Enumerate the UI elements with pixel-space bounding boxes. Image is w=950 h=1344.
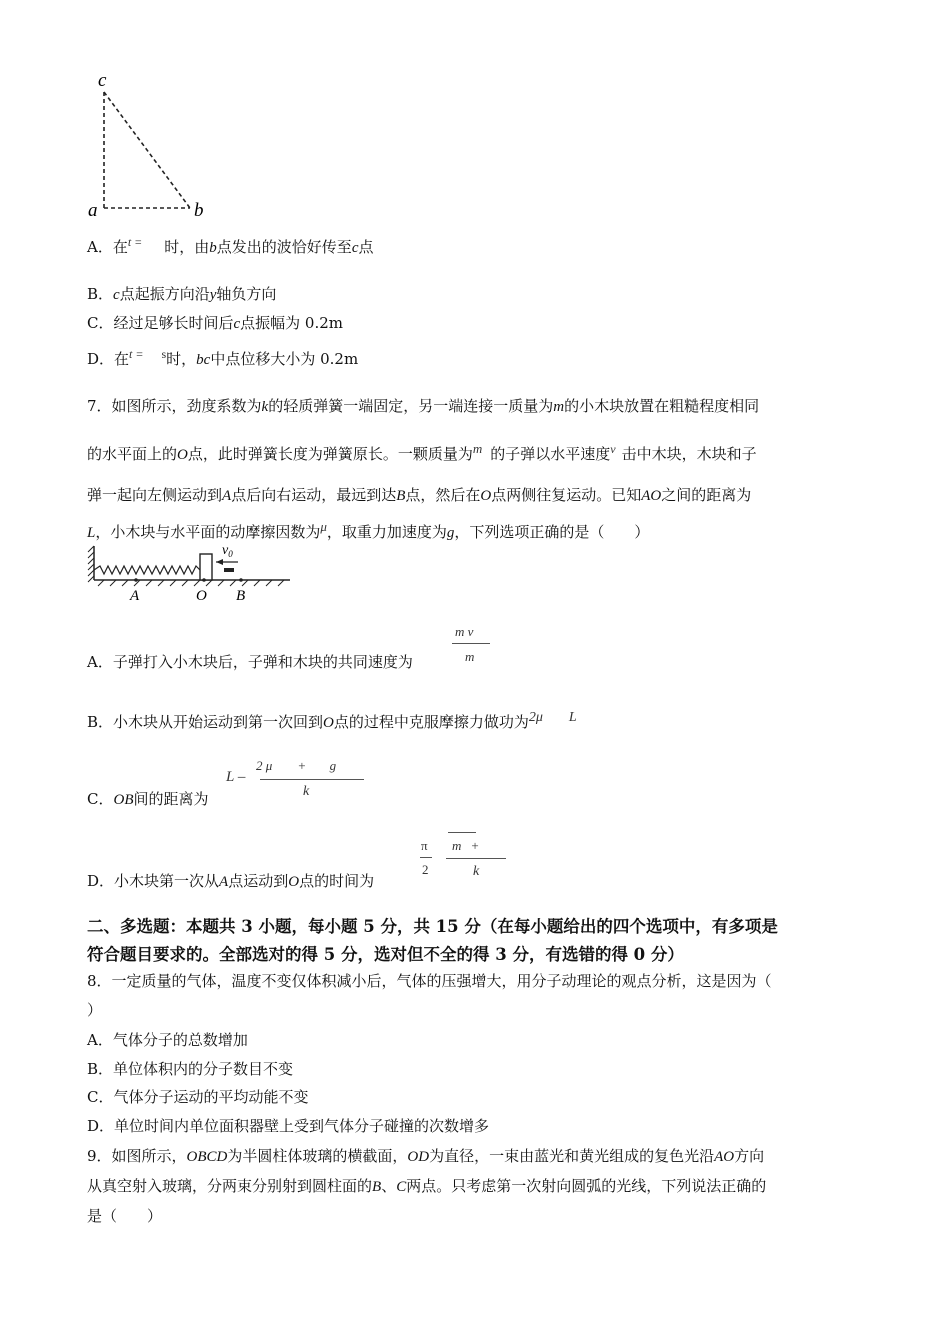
- spring: [94, 566, 200, 574]
- q7-option-d-fraction-line: [446, 858, 506, 859]
- arrow-head: [216, 559, 223, 565]
- q7-stem-line3: 弹一起向左侧运动到A点后向右运动，最远到达B点，然后在O点两侧往复运动。已知AO之间的距离为: [87, 486, 752, 504]
- q7-option-a-fraction-line: [452, 643, 490, 644]
- q7-option-d-pi: π: [421, 838, 428, 853]
- point-a-dot: [134, 578, 138, 582]
- q7-option-a: A．子弹打入小木块后，子弹和木块的共同速度为: [87, 653, 413, 671]
- label-v0: $v_0$: [222, 543, 233, 559]
- section2-heading-line2: 符合题目要求的。全部选对的得 5 分，选对但不全的得 3 分，有选错的得 0 分）: [87, 945, 684, 964]
- wall-hatch: [88, 546, 94, 582]
- q9-stem-line3: 是（ ）: [87, 1207, 163, 1225]
- q7-option-c-fraction-line: [260, 779, 364, 780]
- q7-option-d-denominator: k: [473, 864, 480, 879]
- q8-option-c: C．气体分子运动的平均动能不变: [87, 1088, 309, 1106]
- q9-stem-line1: 9．如图所示，OBCD为半圆柱体玻璃的横截面，OD为直径，一束由蓝光和黄光组成的复色光沿AO方向: [87, 1147, 765, 1165]
- q7-stem-line2: 的水平面上的O点，此时弹簧长度为弹簧原长。一颗质量为m 的子弹以水平速度$^v$ 击中木块，木块和子: [87, 441, 757, 463]
- point-o-dot: [202, 578, 206, 582]
- spring-block-figure: [86, 536, 296, 606]
- q7-option-d-pi-line: [420, 857, 432, 858]
- label-B: B: [236, 588, 246, 604]
- label-A: A: [130, 588, 140, 604]
- q6-option-a: A．在$^{t =}$ 时，由b点发出的波恰好传至c点: [87, 235, 374, 256]
- q6-option-c: C．经过足够长时间后c点振幅为 0.2m: [87, 314, 344, 332]
- q7-option-c-numerator: 2 μ + g: [256, 758, 337, 773]
- label-O: O: [196, 588, 207, 604]
- label-a: a: [88, 200, 98, 221]
- q7-stem-line4: L，小木块与水平面的动摩擦因数为μ，取重力加速度为g，下列选项正确的是（ ）: [87, 519, 650, 541]
- q7-option-d: D．小木块第一次从A点运动到O点的时间为: [87, 872, 375, 890]
- q7-option-d-sqrt-bar: [448, 832, 476, 833]
- q7-option-b: B．小木块从开始运动到第一次回到O点的过程中克服摩擦力做功为2μ L: [87, 710, 577, 731]
- wood-block: [200, 554, 212, 580]
- q7-stem-line1: 7．如图所示，劲度系数为k的轻质弹簧一端固定，另一端连接一质量为m的小木块放置在粗糙程度相同: [87, 397, 760, 415]
- q8-option-d: D．单位时间内单位面积器壁上受到气体分子碰撞的次数增多: [87, 1117, 490, 1135]
- q8-option-b: B．单位体积内的分子数目不变: [87, 1060, 294, 1078]
- q7-option-d-numerator: m +: [452, 838, 479, 853]
- side-cb: [104, 92, 190, 208]
- q7-option-a-denominator: m: [465, 649, 475, 664]
- point-b-dot: [239, 578, 243, 582]
- q6-option-b: B．c点起振方向沿y轴负方向: [87, 285, 277, 303]
- q7-option-d-two: 2: [422, 862, 429, 877]
- q8-stem-line1: 8．一定质量的气体，温度不变仅体积减小后，气体的压强增大，用分子动理论的观点分析，这是因为（: [87, 972, 772, 990]
- q7-option-c: C．OB间的距离为: [87, 790, 209, 808]
- q7-option-a-numerator: m v: [455, 624, 474, 639]
- triangle-figure: [80, 66, 220, 226]
- label-b: b: [194, 200, 204, 221]
- label-c: c: [98, 70, 107, 91]
- q7-option-c-denominator: k: [303, 784, 310, 799]
- section2-heading-line1: 二、多选题：本题共 3 小题，每小题 5 分，共 15 分（在每小题给出的四个选项中，有多项是: [87, 917, 778, 936]
- bullet: [224, 568, 234, 572]
- q8-option-a: A．气体分子的总数增加: [87, 1031, 248, 1049]
- q7-option-c-l: L –: [226, 769, 246, 785]
- q9-stem-line2: 从真空射入玻璃，分两束分别射到圆柱面的B、C两点。只考虑第一次射向圆弧的光线，下列说法正确的: [87, 1177, 767, 1195]
- q6-option-d: D．在$^{t =}$ $^s$时，bc中点位移大小为 0.2m: [87, 347, 359, 368]
- q8-stem-line2: ）: [87, 1001, 103, 1019]
- floor-hatch: [98, 580, 284, 586]
